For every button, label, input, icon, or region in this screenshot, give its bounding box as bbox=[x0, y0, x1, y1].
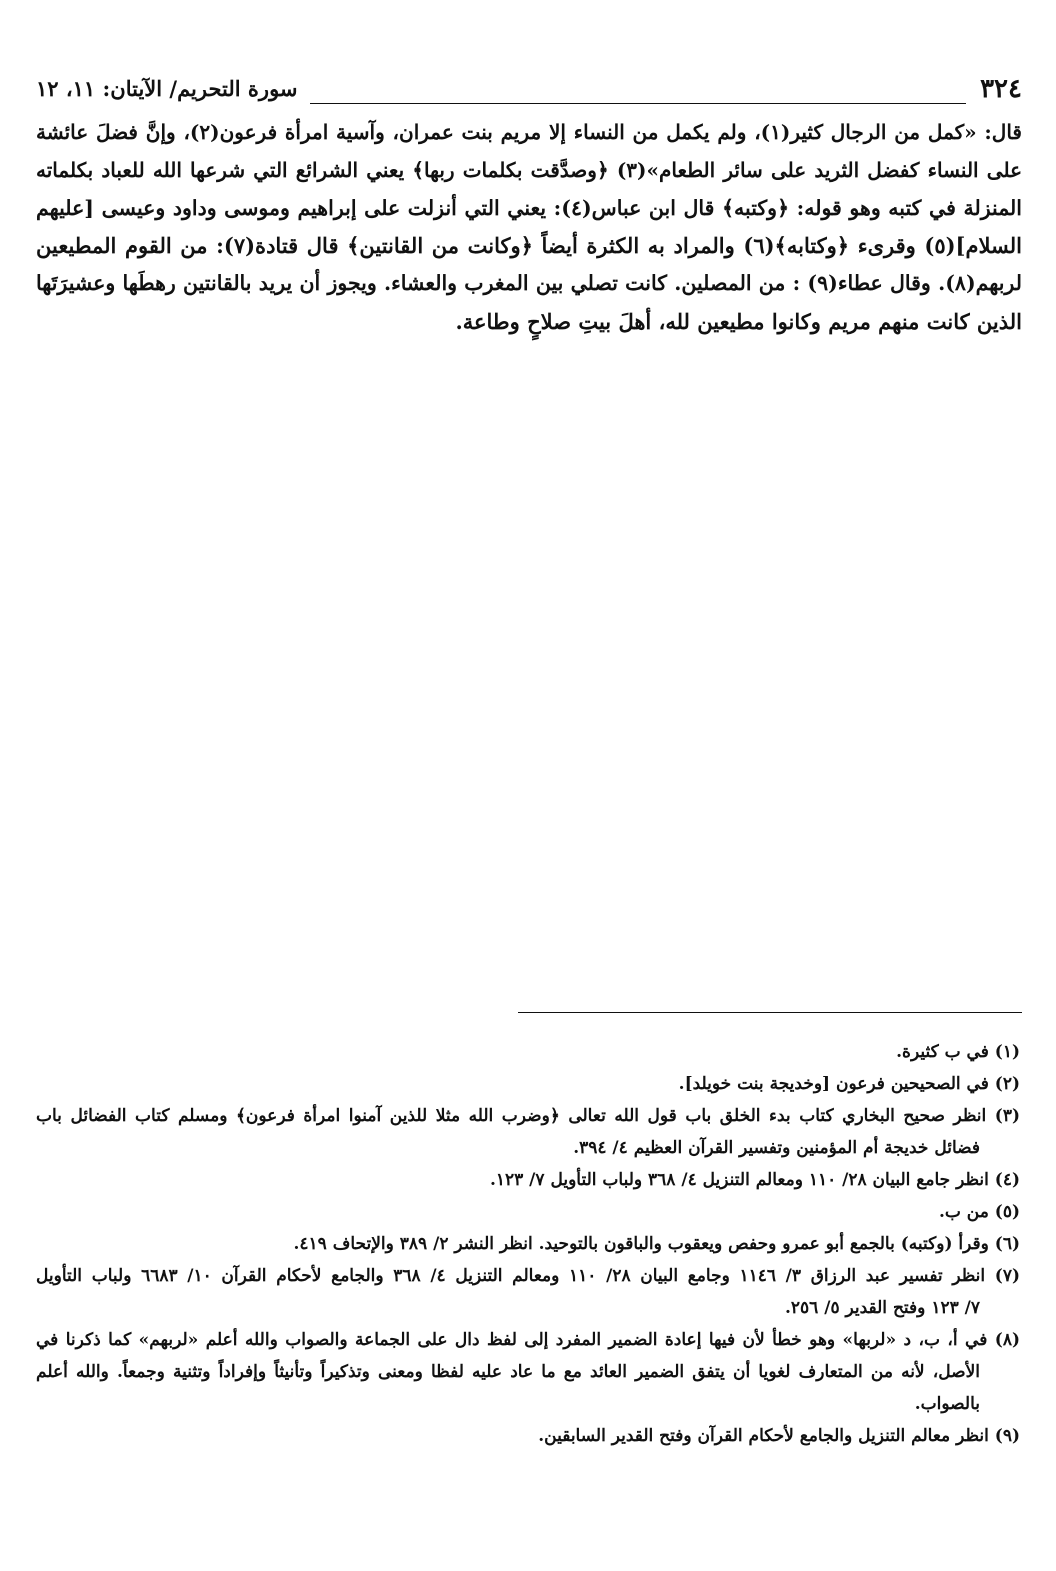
footnote-3 bbox=[36, 1100, 1020, 1164]
footnotes bbox=[36, 1036, 1020, 1452]
footnote-line: (٦) وقرأ (وكتبه) بالجمع أبو عمرو وحفص ويعقوب والباقون بالتوحيد. انظر النشر ٢/ ٣٨٩ والإتحاف ٤١٩. bbox=[293, 1234, 1020, 1254]
footnote-2 bbox=[36, 1068, 1020, 1100]
footnote-line: (٨) في أ، ب، د «لربها» وهو خطأ لأن فيها إعادة الضمير المفرد إلى لفظ دال على الجماعة والصواب والله أعلم «لربهم» كما ذكرنا في bbox=[36, 1330, 1020, 1350]
footnote-line: (٢) في الصحيحين فرعون [وخديجة بنت خويلد]. bbox=[678, 1074, 1020, 1094]
footnote-line: (١) في ب كثيرة. bbox=[896, 1042, 1020, 1062]
main-text bbox=[36, 114, 1022, 341]
main-text-line: على النساء كفضل الثريد على سائر الطعام»(٣) ﴿وصدَّقت بكلمات ربها﴾ يعني الشرائع التي شرعها الله للعباد بكلماته bbox=[36, 157, 1022, 182]
footnote-line: فضائل خديجة أم المؤمنين وتفسير القرآن العظيم ٤/ ٣٩٤. bbox=[573, 1138, 980, 1158]
main-text-line: الذين كانت منهم مريم وكانوا مطيعين لله، أهلَ بيتِ صلاحٍ وطاعة. bbox=[455, 308, 1022, 334]
footnote-line: (٩) انظر معالم التنزيل والجامع لأحكام القرآن وفتح القدير السابقين. bbox=[538, 1426, 1020, 1446]
footnote-line: (٣) انظر صحيح البخاري كتاب بدء الخلق باب قول الله تعالى ﴿وضرب الله مثلا للذين آمنوا امرأة فرعون﴾ ومسلم كتاب الفضائل باب bbox=[36, 1106, 1020, 1126]
footnote-line: بالصواب. bbox=[914, 1394, 980, 1414]
header-rule bbox=[310, 87, 967, 104]
footnote-line: (٤) انظر جامع البيان ٢٨/ ١١٠ ومعالم التنزيل ٤/ ٣٦٨ ولباب التأويل ٧/ ١٢٣. bbox=[489, 1170, 1020, 1190]
footnote-line: الأصل، لأنه من المتعارف لغويا أن يتفق الضمير العائد مع ما عاد عليه لفظا ومعنى وتذكيراً وتأنيثاً وإفراداً وتثنية وجمعاً. والله أعلم bbox=[36, 1362, 980, 1382]
page-number: ٣٢٤ bbox=[980, 74, 1022, 104]
footnote-8 bbox=[36, 1324, 1020, 1420]
main-text-line: لربهم(٨). وقال عطاء(٩) : من المصلين. كانت تصلي بين المغرب والعشاء. ويجوز أن يريد بالقانتين رهطَها وعشيرَتَها bbox=[36, 271, 1022, 296]
footnote-1 bbox=[36, 1036, 1020, 1068]
main-text-line: المنزلة في كتبه وهو قوله: ﴿وكتبه﴾ قال ابن عباس(٤): يعني التي أنزلت على إبراهيم وموسى وداود وعيسى [عليهم bbox=[36, 195, 1022, 220]
footnote-line: ٧/ ١٢٣ وفتح القدير ٥/ ٢٥٦. bbox=[784, 1298, 980, 1318]
running-title: سورة التحريم/ الآيتان: ١١، ١٢ bbox=[36, 76, 298, 101]
main-text-line: السلام](٥) وقرىء ﴿وكتابه﴾(٦) والمراد به الكثرة أيضاً ﴿وكانت من القانتين﴾ قال قتادة(٧): من القوم المطيعين bbox=[36, 233, 1022, 259]
footnote-5 bbox=[36, 1196, 1020, 1228]
footnote-7 bbox=[36, 1260, 1020, 1324]
footnote-6 bbox=[36, 1228, 1020, 1260]
page-header bbox=[36, 64, 1022, 104]
footnote-line: (٥) من ب. bbox=[938, 1202, 1020, 1222]
footnote-4 bbox=[36, 1164, 1020, 1196]
footnote-line: (٧) انظر تفسير عبد الرزاق ٣/ ١١٤٦ وجامع البيان ٢٨/ ١١٠ ومعالم التنزيل ٤/ ٣٦٨ والجامع لأحكام القرآن ١٠/ ٦٦٨٣ ولباب التأويل bbox=[36, 1266, 1020, 1286]
main-text-line: قال: «كمل من الرجال كثير(١)، ولم يكمل من النساء إلا مريم بنت عمران، وآسية امرأة فرعون(٢)، وإنَّ فضلَ عائشة bbox=[36, 120, 1022, 144]
footnote-separator bbox=[518, 1012, 1022, 1013]
footnote-9 bbox=[36, 1420, 1020, 1452]
